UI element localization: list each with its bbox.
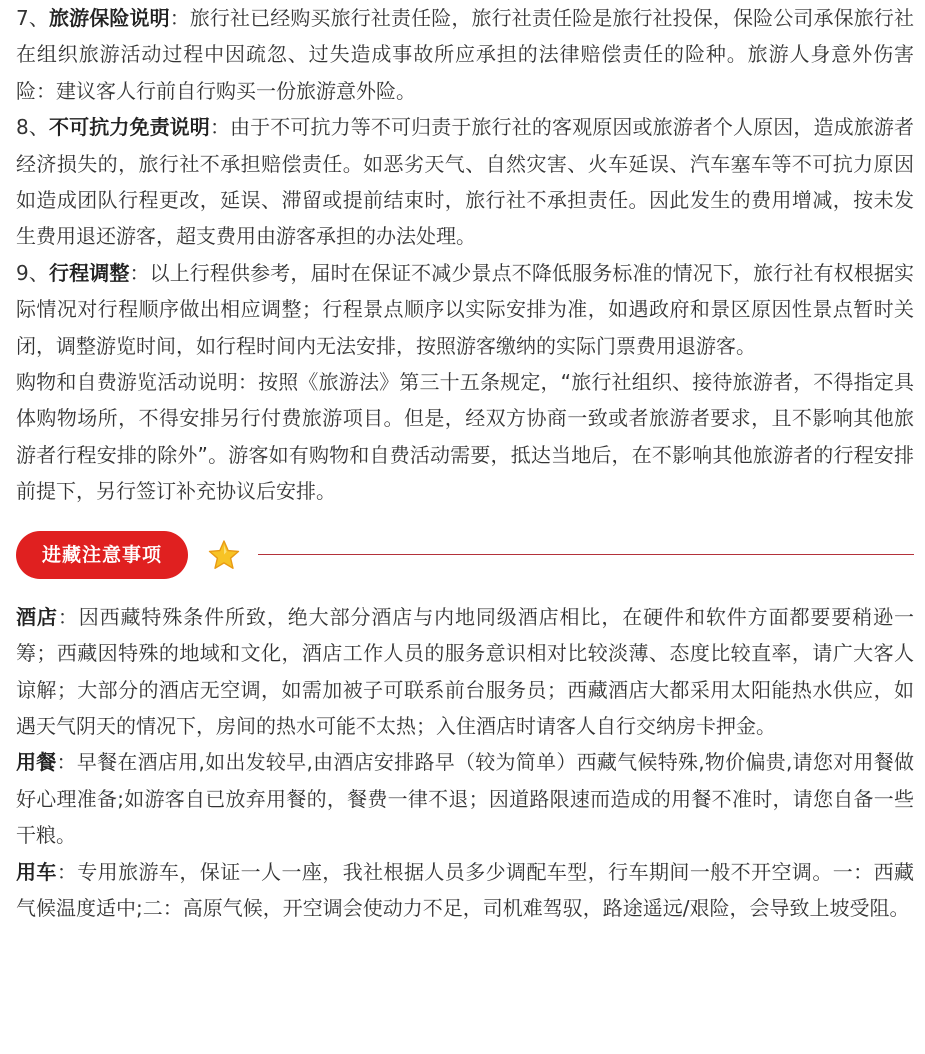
section-divider: [258, 554, 914, 555]
item-title: 不可抗力免责说明: [48, 115, 210, 140]
note-title: 用车: [16, 859, 57, 884]
section-header: [16, 525, 914, 585]
note-item: [16, 854, 914, 927]
list-item: [16, 109, 914, 255]
star-icon: [208, 539, 240, 571]
note-text: ：早餐在酒店用,如出发较早,由酒店安排路早（较为简单）西藏气候特殊,物价偏贵,请您对用餐做好心理准备;如游客自已放弃用餐的，餐费一律不退；因道路限速而造成的用餐不准时，请您自备一些干粮。: [16, 750, 914, 848]
note-title: 酒店: [16, 604, 58, 629]
note-text: ：因西藏特殊条件所致，绝大部分酒店与内地同级酒店相比，在硬件和软件方面都要要稍逊一筹；西藏因特殊的地域和文化，酒店工作人员的服务意识相对比较淡薄、态度比较直率，请广大客人谅解；大部分的酒店无空调，如需加被子可联系前台服务员；西藏酒店大都采用太阳能热水供应，如遇天气阴天的情况下，房间的热水可能不太热；入住酒店时请客人自行交纳房卡押金。: [16, 604, 915, 738]
item-number: 8、: [16, 115, 49, 140]
item-text: ：旅行社已经购买旅行社责任险，旅行社责任险是旅行社投保，保险公司承保旅行社在组织旅游活动过程中因疏忽、过失造成事故所应承担的法律赔偿责任的险种。旅游人身意外伤害险：建议客人行前自行购买一份旅游意外险。: [16, 6, 914, 103]
item-number: 9、: [16, 260, 49, 285]
item-text: ：由于不可抗力等不可归责于旅行社的客观原因或旅游者个人原因，造成旅游者经济损失的，旅行社不承担赔偿责任。如恶劣天气、自然灾害、火车延误、汽车塞车等不可抗力原因如造成团队行程更改，延误、滞留或提前结束时，旅行社不承担责任。因此发生的费用增减，按未发生费用退还游客，超支费用由游客承担的办法处理。: [16, 115, 915, 249]
item-title: 行程调整: [48, 260, 130, 285]
item-number: 7、: [16, 6, 49, 30]
item-title: 旅游保险说明: [48, 6, 170, 30]
note-item: [16, 599, 914, 745]
note-title: 用餐: [16, 750, 57, 775]
item-text: ：以上行程供参考，届时在保证不减少景点不降低服务标准的情况下，旅行社有权根据实际情况对行程顺序做出相应调整；行程景点顺序以实际安排为准，如遇政府和景区原因性景点暂时关闭，调整游览时间，如行程时间内无法安排，按照游客缴纳的实际门票费用退游客。: [16, 260, 915, 358]
list-item: [16, 255, 914, 364]
list-item: [16, 0, 914, 109]
note-text: ：专用旅游车，保证一人一座，我社根据人员多少调配车型，行车期间一般不开空调。一：西藏气候温度适中;二：高原气候，开空调会使动力不足，司机难驾驭，路途遥远/艰险，会导致上坡受阻。: [16, 859, 915, 920]
note-item: [16, 744, 914, 853]
section-title-badge: 进藏注意事项: [16, 531, 188, 579]
shopping-note: 购物和自费游览活动说明：按照《旅游法》第三十五条规定，“旅行社组织、接待旅游者，不得指定具体购物场所，不得安排另行付费旅游项目。但是，经双方协商一致或者旅游者要求，且不影响其他旅游者行程安排的除外”。游客如有购物和自费活动需要，抵达当地后，在不影响其他旅游者的行程安排前提下，另行签订补充协议后安排。: [16, 370, 914, 504]
